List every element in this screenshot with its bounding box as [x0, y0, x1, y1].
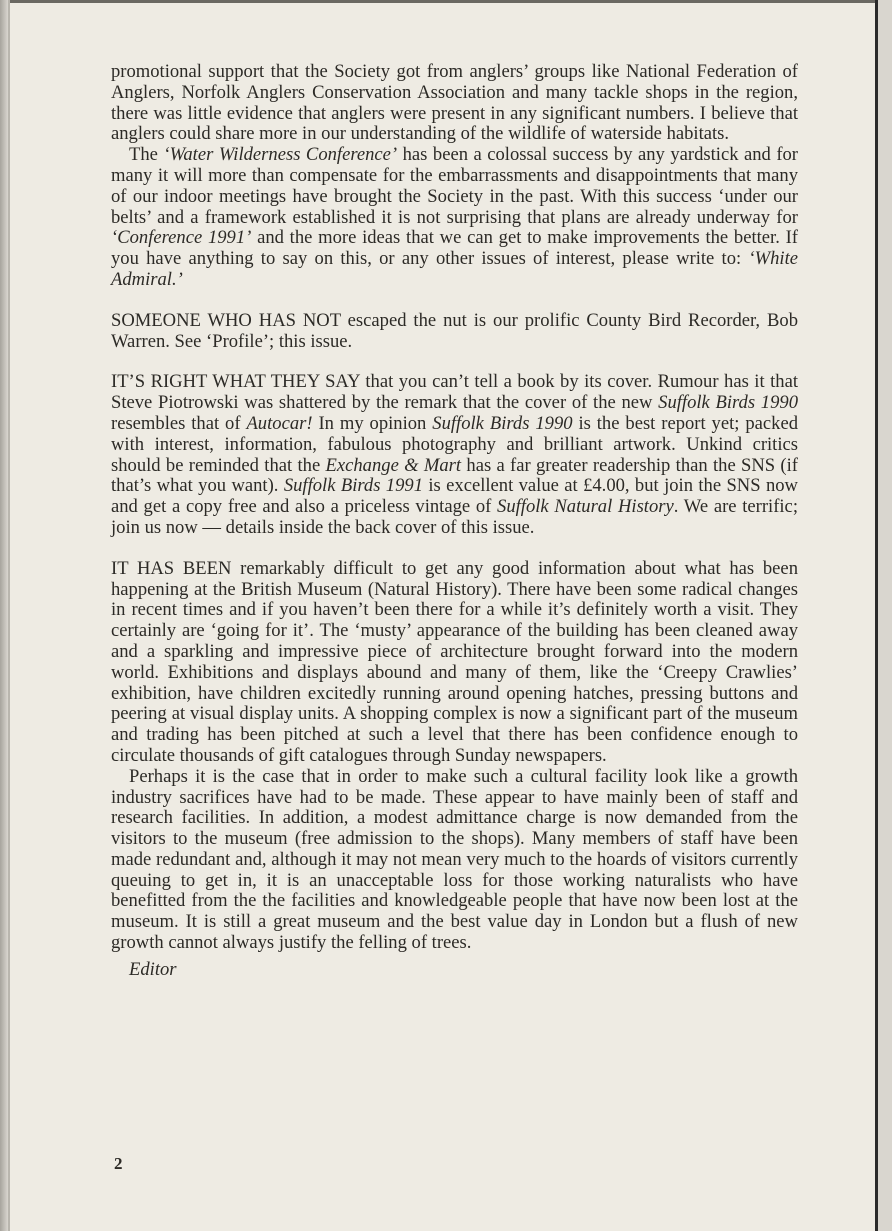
italic-title-text: Suffolk Natural History — [497, 496, 674, 518]
text-run: is the best report yet; packed with interest, information, fabulous photography and brilliant artwork. Unkind critics should be reminded that the — [111, 412, 799, 476]
text-run: In my opinion — [312, 412, 433, 434]
text-run: has been a colossal success by any yardstick and for many it will more than compensate for the embarrassments and disappointments that many of our indoor meetings have brought the Society in the past. With this success ‘under our belts’ and a framework established it is not surprising that plans are already underway for — [111, 144, 799, 228]
paragraph-growth-industry — [111, 767, 798, 954]
text-run: is excellent value at £4.00, but join the SNS now and get a copy free and also a priceless vintage of — [111, 475, 798, 518]
page-edge-shadow — [0, 0, 8, 1231]
italic-title-text: Exchange & Mart — [325, 454, 462, 476]
text-run: IT HAS BEEN remarkably difficult to get any good information about what has been happening at the British Museum (Natural History). There have been some radical changes in recent times and if you haven’t been there for a while it’s definitely worth a visit. They certainly are ‘going for it’. The ‘musty’ appearance of the building has been cleaned away and a sparkling and impressive piece of architecture brought forward into the modern world. Exhibitions and displays abound and many of them, like the ‘Creepy Crawlies’ exhibition, have children excitedly running around opening hatches, pressing buttons and peering at visual display units. A shopping complex is now a significant part of the museum and trading has been pitched at such a level that there has been confidence enough to circulate thousands of gift catalogues through Sunday newspapers. — [111, 557, 798, 766]
document-page — [8, 0, 878, 1231]
italic-title-text: Autocar! — [246, 412, 313, 434]
paragraph-someone-who-has-not — [111, 311, 798, 353]
article-body — [111, 62, 798, 981]
page-number: 2 — [114, 1154, 123, 1173]
italic-title-text: ‘White Admiral.’ — [111, 248, 798, 290]
text-run: resembles that of — [111, 412, 247, 434]
text-run: and the more ideas that we can get to make improvements the better. If you have anything to say on this, or any other issues of interest, please write to: — [111, 227, 798, 270]
paragraph-british-museum — [111, 559, 798, 767]
paragraph-anglers — [111, 62, 798, 145]
italic-title-text: Suffolk Birds 1991 — [283, 475, 423, 497]
text-run: has a far greater readership than the SNS (if that’s what you want). — [111, 454, 798, 497]
italic-title-text: Suffolk Birds 1990 — [432, 412, 573, 434]
italic-title-text: ‘Conference 1991’ — [111, 227, 252, 249]
italic-title-text: Suffolk Birds 1990 — [658, 392, 798, 414]
text-run: Perhaps it is the case that in order to make such a cultural facility look like a growth industry sacrifices have had to be made. These appear to have mainly been of staff and research facilities. In addition, a modest admittance charge is now demanded from the visitors to the museum (free admission to the shops). Many members of staff have been made redundant and, although it may not mean very much to the hoards of visitors currently queuing to get in, it is an unacceptable loss for those working naturalists who have benefitted from the the facilities and knowledgeable people that have now been lost at the museum. It is still a great museum and the best value day in London but a flush of new growth cannot always justify the felling of trees. — [111, 765, 798, 954]
italic-title-text: ‘Water Wilderness Conference’ — [163, 144, 398, 166]
paragraph-book-cover — [111, 372, 798, 538]
text-run: promotional support that the Society got from anglers’ groups like National Federation of Anglers, Norfolk Anglers Conservation Association and many tackle shops in the region, there was little evidence that anglers were present in any significant numbers. I believe that anglers could share more in our understanding of the wildlife of waterside habitats. — [111, 61, 798, 145]
text-run: IT’S RIGHT WHAT THEY SAY that you can’t tell a book by its cover. Rumour has it that Steve Piotrowski was shattered by the remark that the cover of the new — [111, 371, 798, 414]
text-run: . We are terrific; join us now — details inside the back cover of this issue. — [111, 496, 798, 538]
editor-signature: Editor — [129, 958, 177, 980]
text-run: SOMEONE WHO HAS NOT escaped the nut is our prolific County Bird Recorder, Bob Warren. See ‘Profile’; this issue. — [111, 309, 798, 352]
text-run: The — [129, 144, 164, 166]
paragraph-conference — [111, 145, 798, 291]
